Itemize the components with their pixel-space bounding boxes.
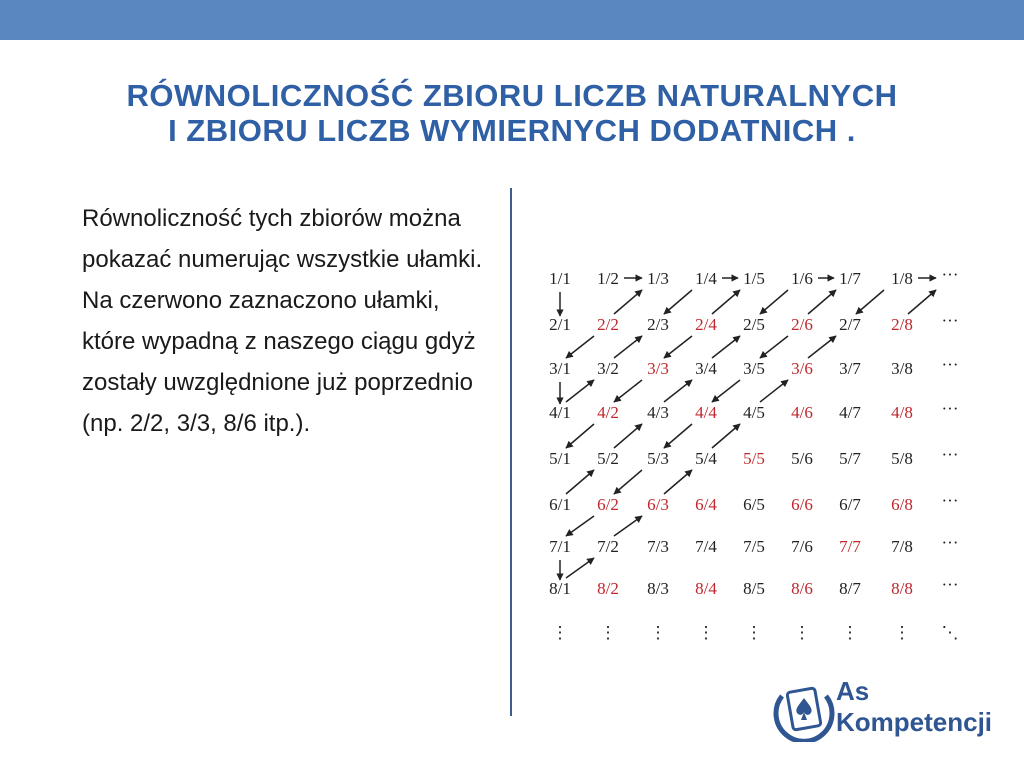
fraction-cell: 8/4 — [695, 579, 717, 598]
fraction-cell: 2/6 — [791, 315, 813, 334]
row-ellipsis: ··· — [941, 399, 959, 418]
column-ellipsis: ⋮ — [551, 623, 569, 642]
fraction-cell: 3/7 — [839, 359, 861, 378]
fraction-cell: 5/6 — [791, 449, 813, 468]
row-ellipsis: ··· — [941, 575, 959, 594]
column-ellipsis: ⋮ — [599, 623, 617, 642]
row-ellipsis: ··· — [941, 533, 959, 552]
fraction-cell: 2/8 — [891, 315, 913, 334]
diagonal-down-arrow — [856, 290, 884, 314]
fraction-cell: 1/7 — [839, 269, 861, 288]
diagonal-down-arrow — [712, 380, 740, 402]
diagonal-up-arrow — [664, 470, 692, 494]
fraction-cell: 4/8 — [891, 403, 913, 422]
fraction-cell: 2/2 — [597, 315, 619, 334]
diagonal-down-arrow — [566, 424, 594, 448]
diagonal-up-arrow — [712, 336, 740, 358]
fraction-cell: 4/2 — [597, 403, 619, 422]
diagonal-up-arrow — [566, 558, 594, 578]
fraction-cell: 1/2 — [597, 269, 619, 288]
diagonal-up-arrow — [808, 290, 836, 314]
diagonal-up-arrow — [614, 336, 642, 358]
body-paragraph: Równoliczność tych zbiorów można pokazać numerując wszystkie ułamki. Na czerwono zaznaczono ułamki, które wypadną z naszego ciągu gdyż zostały uwzględnione już poprzednio (np. 2/2, 3/3, 8/6 itp.). — [82, 205, 483, 437]
top-bar — [0, 0, 1024, 40]
diagonal-down-arrow — [614, 380, 642, 402]
fraction-cell: 5/2 — [597, 449, 619, 468]
diagonal-up-arrow — [808, 336, 836, 358]
diagonal-up-arrow — [614, 290, 642, 314]
diagonal-down-arrow — [614, 470, 642, 494]
fraction-cell: 1/4 — [695, 269, 717, 288]
fraction-cell: 3/6 — [791, 359, 813, 378]
fraction-cell: 5/4 — [695, 449, 717, 468]
diagonal-down-arrow — [664, 424, 692, 448]
fraction-cell: 2/1 — [549, 315, 571, 334]
spade-icon — [776, 688, 832, 741]
fraction-cell: 6/7 — [839, 495, 861, 514]
fraction-cell: 7/6 — [791, 537, 813, 556]
fraction-cell: 5/3 — [647, 449, 669, 468]
fraction-cell: 5/5 — [743, 449, 765, 468]
fraction-cell: 6/1 — [549, 495, 571, 514]
fraction-cell: 8/3 — [647, 579, 669, 598]
title-line-1: RÓWNOLICZNOŚĆ ZBIORU LICZB NATURALNYCH — [126, 78, 898, 113]
fraction-cell: 2/3 — [647, 315, 669, 334]
diagonal-up-arrow — [664, 380, 692, 402]
fraction-cell: 5/7 — [839, 449, 861, 468]
diagonal-up-arrow — [712, 290, 740, 314]
fraction-cell: 6/5 — [743, 495, 765, 514]
logo-text-as: As — [836, 676, 870, 706]
title-line-2: I ZBIORU LICZB WYMIERNYCH DODATNICH . — [168, 113, 856, 148]
fraction-cell: 3/8 — [891, 359, 913, 378]
diagonal-up-arrow — [614, 516, 642, 536]
fraction-cell: 7/1 — [549, 537, 571, 556]
fraction-cell: 3/4 — [695, 359, 717, 378]
column-ellipsis: ⋮ — [893, 623, 911, 642]
column-ellipsis: ⋮ — [745, 623, 763, 642]
fraction-cell: 8/1 — [549, 579, 571, 598]
column-ellipsis: ⋮ — [697, 623, 715, 642]
fraction-cell: 3/1 — [549, 359, 571, 378]
fraction-cell: 6/6 — [791, 495, 813, 514]
fraction-cell: 1/5 — [743, 269, 765, 288]
fraction-cell: 5/8 — [891, 449, 913, 468]
fraction-cell: 6/3 — [647, 495, 669, 514]
fraction-cell: 3/3 — [647, 359, 669, 378]
diagonal-up-arrow — [566, 380, 594, 402]
column-ellipsis: ⋮ — [841, 623, 859, 642]
diagonal-down-arrow — [760, 336, 788, 358]
column-ellipsis: ⋮ — [649, 623, 667, 642]
row-ellipsis: ··· — [941, 445, 959, 464]
fraction-cell: 8/7 — [839, 579, 861, 598]
vertical-divider — [510, 188, 512, 716]
fraction-cell: 6/4 — [695, 495, 717, 514]
row-ellipsis: ··· — [941, 491, 959, 510]
fraction-cell: 1/3 — [647, 269, 669, 288]
fraction-cell: 3/2 — [597, 359, 619, 378]
fraction-cell: 7/2 — [597, 537, 619, 556]
fraction-cell: 7/5 — [743, 537, 765, 556]
fraction-cell: 8/8 — [891, 579, 913, 598]
fraction-cell: 7/7 — [839, 537, 861, 556]
fraction-cell: 5/1 — [549, 449, 571, 468]
fraction-grid — [530, 262, 970, 662]
fraction-cell: 2/4 — [695, 315, 717, 334]
corner-ellipsis: ⋱ — [941, 623, 959, 642]
fraction-cell: 1/6 — [791, 269, 813, 288]
diagonal-up-arrow — [566, 470, 594, 494]
fraction-cell: 4/5 — [743, 403, 765, 422]
diagonal-down-arrow — [566, 336, 594, 358]
column-ellipsis: ⋮ — [793, 623, 811, 642]
fraction-cell: 4/4 — [695, 403, 717, 422]
logo-text-kompetencji: Kompetencji — [836, 707, 993, 737]
diagonal-up-arrow — [614, 424, 642, 448]
fraction-cell: 8/6 — [791, 579, 813, 598]
diagonal-down-arrow — [566, 516, 594, 536]
fraction-cell: 2/7 — [839, 315, 861, 334]
fraction-cell: 1/8 — [891, 269, 913, 288]
fraction-cell: 6/2 — [597, 495, 619, 514]
row-ellipsis: ··· — [941, 265, 959, 284]
fraction-cell: 3/5 — [743, 359, 765, 378]
row-ellipsis: ··· — [941, 355, 959, 374]
page-title — [60, 78, 964, 148]
fraction-cell: 7/4 — [695, 537, 717, 556]
diagonal-up-arrow — [712, 424, 740, 448]
fraction-cell: 1/1 — [549, 269, 571, 288]
fraction-cell: 4/6 — [791, 403, 813, 422]
fraction-cell: 2/5 — [743, 315, 765, 334]
row-ellipsis: ··· — [941, 311, 959, 330]
fraction-cell: 4/1 — [549, 403, 571, 422]
diagonal-down-arrow — [760, 290, 788, 314]
fraction-cell: 8/5 — [743, 579, 765, 598]
diagonal-down-arrow — [664, 290, 692, 314]
fraction-cell: 6/8 — [891, 495, 913, 514]
fraction-cell: 7/3 — [647, 537, 669, 556]
diagonal-up-arrow — [908, 290, 936, 314]
fraction-cell: 4/7 — [839, 403, 861, 422]
diagonal-up-arrow — [760, 380, 788, 402]
fraction-cell: 7/8 — [891, 537, 913, 556]
diagonal-down-arrow — [664, 336, 692, 358]
fraction-cell: 4/3 — [647, 403, 669, 422]
fraction-cell: 8/2 — [597, 579, 619, 598]
